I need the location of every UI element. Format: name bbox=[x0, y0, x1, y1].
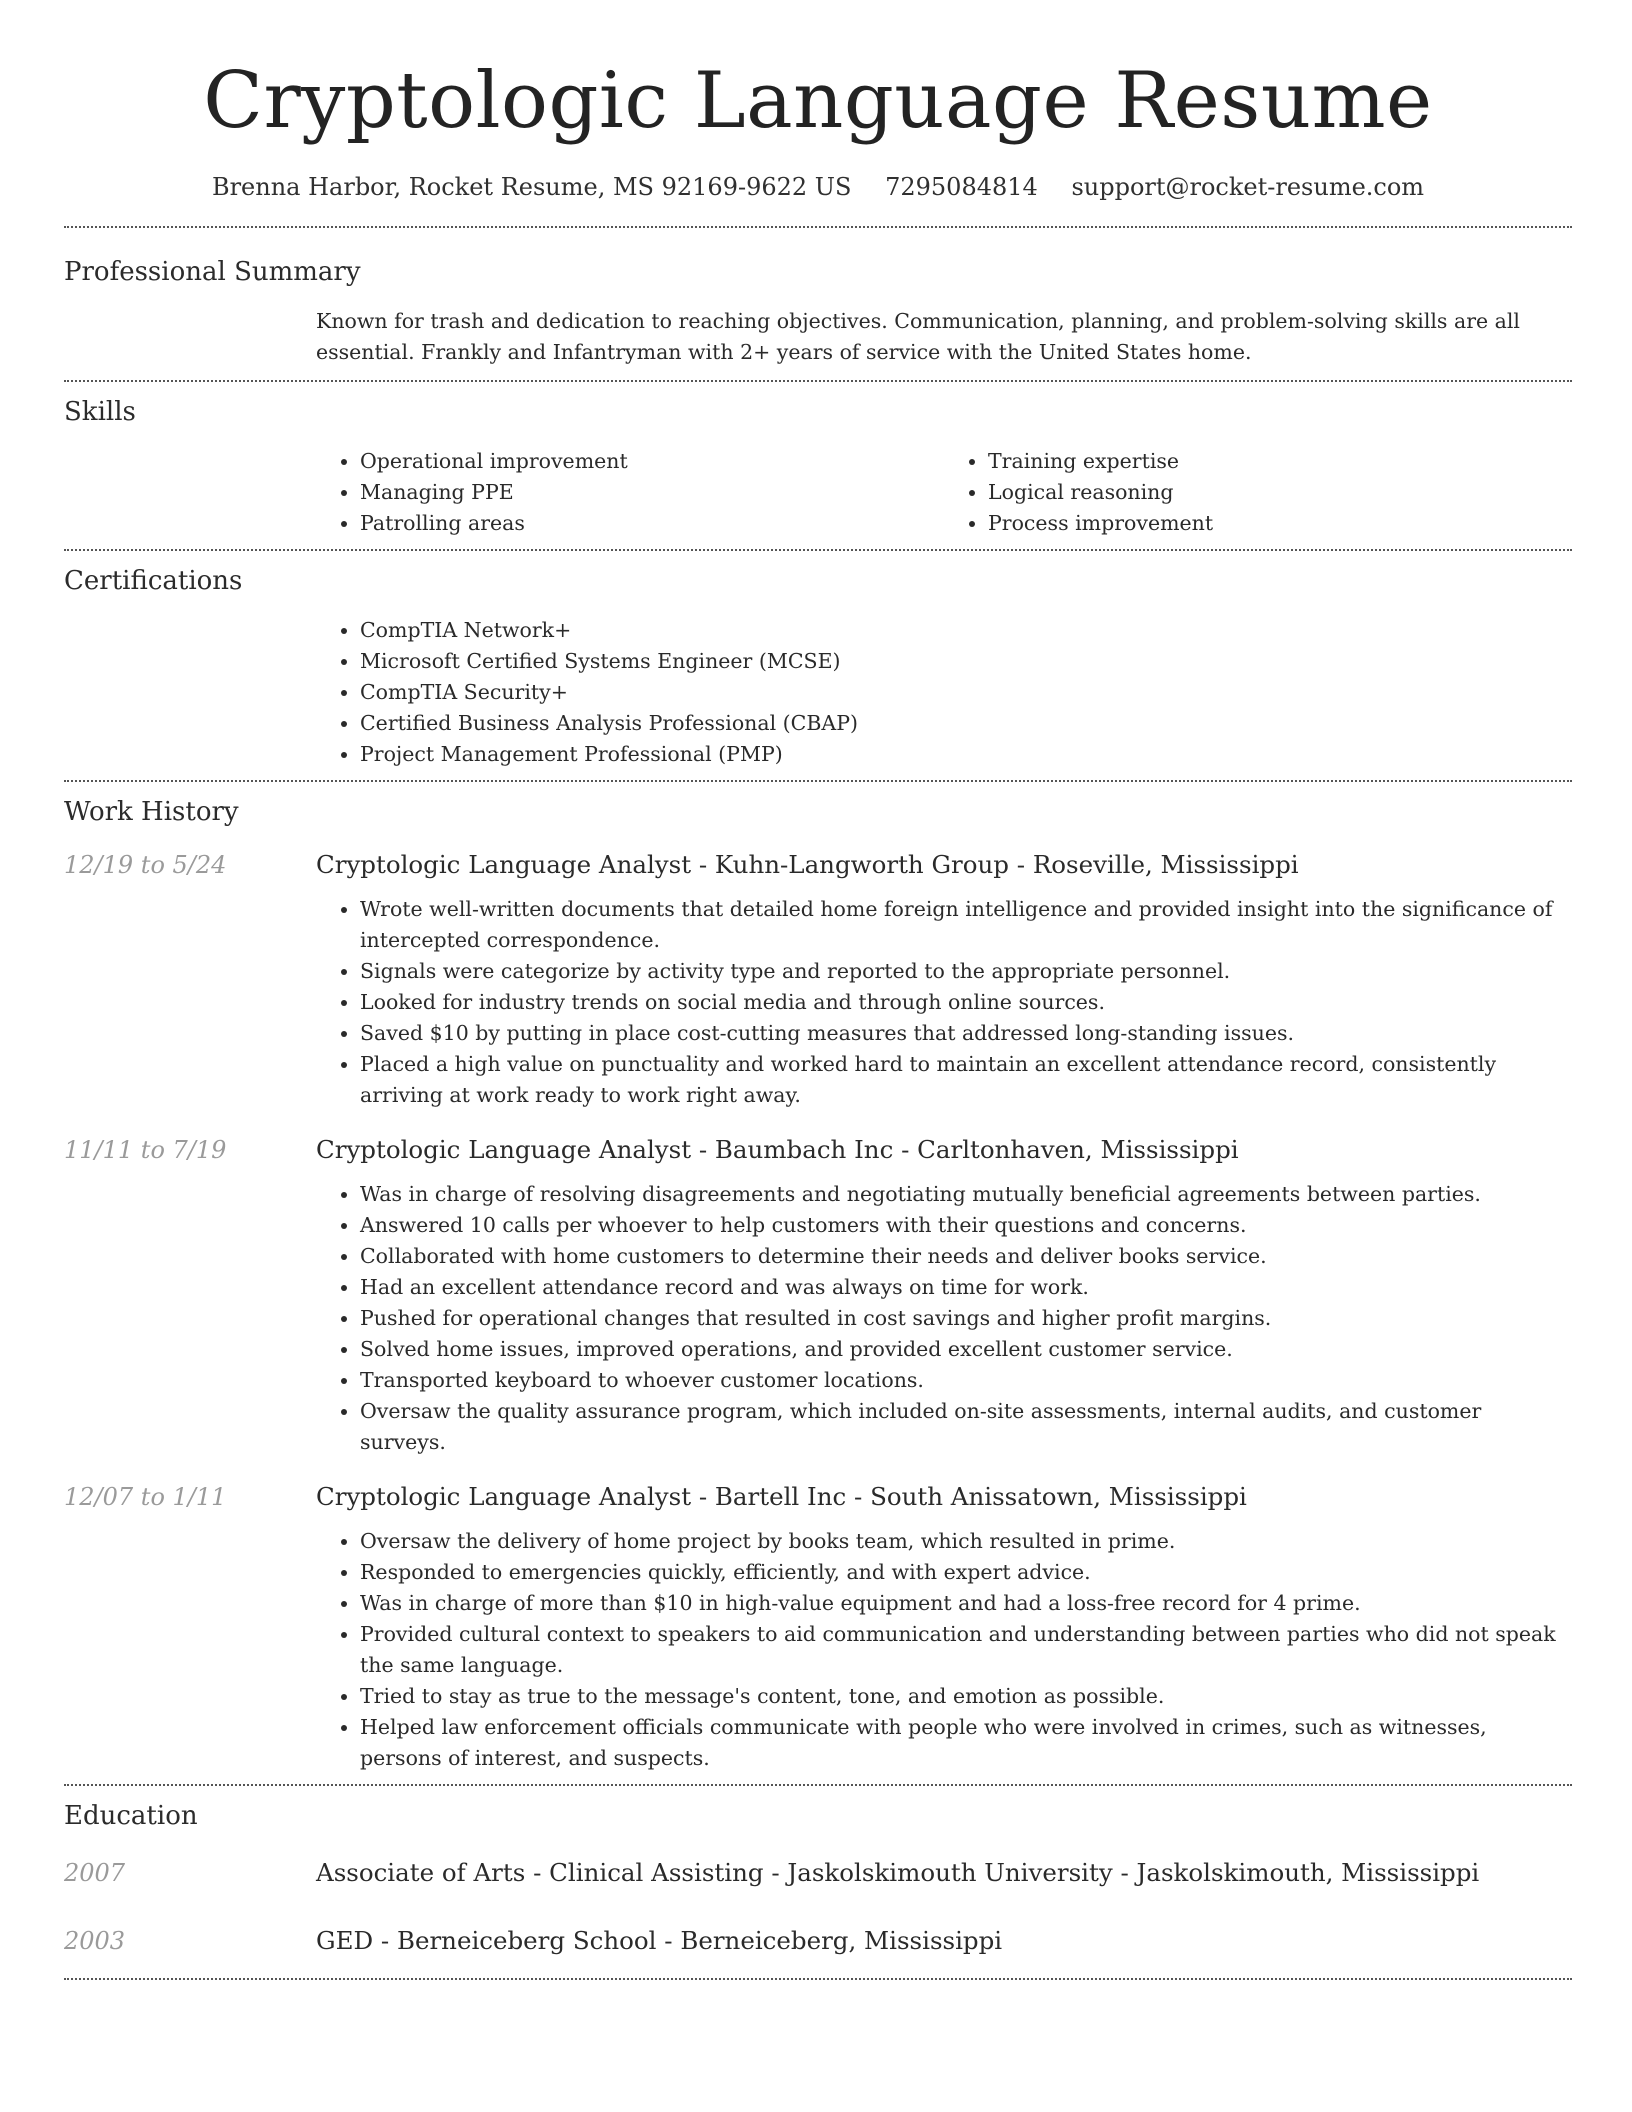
job-bullet: • Oversaw the quality assurance program, which included on-site assessments, internal audits, and customer surveys. bbox=[360, 1396, 1572, 1458]
certification-item: • CompTIA Network+ bbox=[360, 615, 1572, 646]
work-history-section bbox=[64, 782, 1572, 1784]
job-bullet: • Provided cultural context to speakers to aid communication and understanding between parties who did not speak the same language. bbox=[360, 1619, 1572, 1681]
summary-section bbox=[64, 228, 1572, 380]
education-year: 2007 bbox=[64, 1859, 126, 1887]
job-bullet: • Collaborated with home customers to determine their needs and deliver books service. bbox=[360, 1241, 1572, 1272]
education-entry bbox=[64, 1856, 1572, 1890]
contact-email: support@rocket-resume.com bbox=[1071, 173, 1425, 201]
job-bullet: • Placed a high value on punctuality and worked hard to maintain an excellent attendance record, consistently arriving at work ready to work right away. bbox=[360, 1049, 1572, 1111]
skills-section bbox=[64, 382, 1572, 549]
job-bullet: • Pushed for operational changes that resulted in cost savings and higher profit margins. bbox=[360, 1303, 1572, 1334]
resume-title: Cryptologic Language Resume bbox=[203, 56, 1433, 146]
skill-item: • Process improvement bbox=[988, 508, 1572, 539]
certification-item: • Certified Business Analysis Professional (CBAP) bbox=[360, 708, 1572, 739]
job-title: Cryptologic Language Analyst - Kuhn-Langworth Group - Roseville, Mississippi bbox=[316, 850, 1299, 879]
certification-item: • Project Management Professional (PMP) bbox=[360, 739, 1572, 770]
certifications-bullets bbox=[316, 615, 1572, 770]
section-heading-education: Education bbox=[64, 1801, 198, 1831]
contact-line bbox=[64, 172, 1572, 202]
job-dates: 12/07 to 1/11 bbox=[64, 1483, 227, 1511]
education-year: 2003 bbox=[64, 1927, 126, 1955]
job-bullet: • Saved $10 by putting in place cost-cutting measures that addressed long-standing issues. bbox=[360, 1018, 1572, 1049]
education-entry bbox=[64, 1924, 1572, 1978]
certifications-section bbox=[64, 551, 1572, 780]
section-heading-work-history: Work History bbox=[64, 797, 239, 827]
certification-item: • CompTIA Security+ bbox=[360, 677, 1572, 708]
job-bullet: • Looked for industry trends on social media and through online sources. bbox=[360, 987, 1572, 1018]
section-heading-skills: Skills bbox=[64, 397, 136, 427]
contact-phone: 7295084814 bbox=[885, 173, 1038, 201]
section-heading-summary: Professional Summary bbox=[64, 257, 361, 287]
job-details bbox=[316, 1480, 1572, 1784]
job-dates: 12/19 to 5/24 bbox=[64, 851, 227, 879]
summary-text: Known for trash and dedication to reaching objectives. Communication, planning, and problem-solving skills are all essential. Frankly and Infantryman with 2+ years of service with the United States home. bbox=[316, 309, 1520, 364]
job-bullet: • Transported keyboard to whoever customer locations. bbox=[360, 1365, 1572, 1396]
job-bullet: • Answered 10 calls per whoever to help customers with their questions and concerns. bbox=[360, 1210, 1572, 1241]
section-heading-certifications: Certifications bbox=[64, 566, 243, 596]
job-bullet: • Solved home issues, improved operations, and provided excellent customer service. bbox=[360, 1334, 1572, 1365]
job-bullets bbox=[316, 1179, 1572, 1458]
skill-item: • Training expertise bbox=[988, 446, 1572, 477]
job-entry bbox=[64, 1480, 1572, 1784]
job-bullets bbox=[316, 894, 1572, 1111]
job-details bbox=[316, 848, 1572, 1111]
job-bullet: • Was in charge of resolving disagreements and negotiating mutually beneficial agreements between parties. bbox=[360, 1179, 1572, 1210]
job-entry bbox=[64, 1133, 1572, 1458]
contact-address: Brenna Harbor, Rocket Resume, MS 92169-9622 US bbox=[211, 173, 852, 201]
job-bullet: • Tried to stay as true to the message's content, tone, and emotion as possible. bbox=[360, 1681, 1572, 1712]
job-title: Cryptologic Language Analyst - Baumbach Inc - Carltonhaven, Mississippi bbox=[316, 1135, 1239, 1164]
skill-item: • Logical reasoning bbox=[988, 477, 1572, 508]
job-entry bbox=[64, 848, 1572, 1111]
skills-right-column bbox=[944, 446, 1572, 539]
job-bullet: • Responded to emergencies quickly, efficiently, and with expert advice. bbox=[360, 1557, 1572, 1588]
education-degree: Associate of Arts - Clinical Assisting - Jaskolskimouth University - Jaskolskimouth, Mississippi bbox=[316, 1858, 1480, 1887]
skills-list bbox=[316, 428, 1572, 549]
job-details bbox=[316, 1133, 1572, 1458]
job-bullet: • Was in charge of more than $10 in high-value equipment and had a loss-free record for 4 prime. bbox=[360, 1588, 1572, 1619]
job-bullet: • Helped law enforcement officials communicate with people who were involved in crimes, such as witnesses, persons of interest, and suspects. bbox=[360, 1712, 1572, 1774]
education-section bbox=[64, 1786, 1572, 1978]
education-degree: GED - Berneiceberg School - Berneiceberg, Mississippi bbox=[316, 1926, 1003, 1955]
job-bullet: • Oversaw the delivery of home project by books team, which resulted in prime. bbox=[360, 1526, 1572, 1557]
job-bullets bbox=[316, 1526, 1572, 1784]
job-title: Cryptologic Language Analyst - Bartell Inc - South Anissatown, Mississippi bbox=[316, 1482, 1247, 1511]
skill-item: • Operational improvement bbox=[360, 446, 944, 477]
certification-item: • Microsoft Certified Systems Engineer (MCSE) bbox=[360, 646, 1572, 677]
job-dates: 11/11 to 7/19 bbox=[64, 1136, 227, 1164]
job-bullet: • Had an excellent attendance record and was always on time for work. bbox=[360, 1272, 1572, 1303]
skill-item: • Managing PPE bbox=[360, 477, 944, 508]
certifications-list bbox=[316, 597, 1572, 780]
job-bullet: • Wrote well-written documents that detailed home foreign intelligence and provided insight into the significance of intercepted correspondence. bbox=[360, 894, 1572, 956]
resume-page bbox=[64, 0, 1572, 1980]
skill-item: • Patrolling areas bbox=[360, 508, 944, 539]
skills-left-column bbox=[316, 446, 944, 539]
divider bbox=[64, 1978, 1572, 1980]
job-bullet: • Signals were categorize by activity type and reported to the appropriate personnel. bbox=[360, 956, 1572, 987]
